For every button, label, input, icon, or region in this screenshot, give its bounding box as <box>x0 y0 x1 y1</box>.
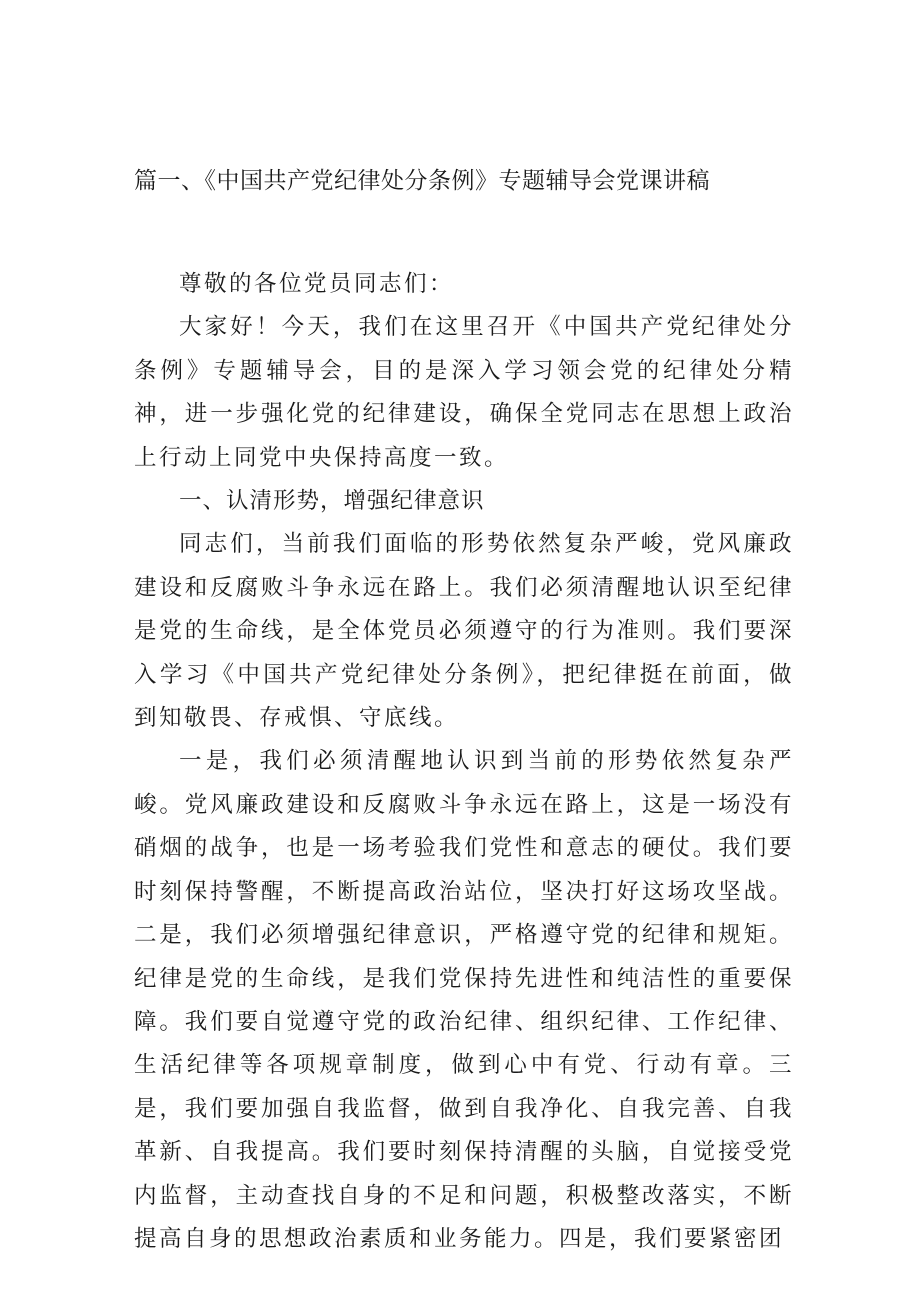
section1-paragraph-1: 同志们，当前我们面临的形势依然复杂严峻，党风廉政建设和反腐败斗争永远在路上。我们必须清醒地认识至纪律是党的生命线，是全体党员必须遵守的行为准则。我们要深入学习《中国共产党纪律处分条例》，把纪律挺在前面，做到知敬畏、存戒惧、守底线。 <box>134 531 794 732</box>
intro-paragraph: 大家好！今天，我们在这里召开《中国共产党纪律处分条例》专题辅导会，目的是深入学习领会党的纪律处分精神，进一步强化党的纪律建设，确保全党同志在思想上政治上行动上同党中央保持高度一致。 <box>134 314 794 471</box>
section1-paragraph-2: 一是，我们必须清醒地认识到当前的形势依然复杂严峻。党风廉政建设和反腐败斗争永远在路上，这是一场没有硝烟的战争，也是一场考验我们党性和意志的硬仗。我们要时刻保持警醒，不断提高政治站位，坚决打好这场攻坚战。二是，我们必须增强纪律意识，严格遵守党的纪律和规矩。纪律是党的生命线，是我们党保持先进性和纯洁性的重要保障。我们要自觉遵守党的政治纪律、组织纪律、工作纪律、生活纪律等各项规章制度，做到心中有党、行动有章。三是，我们要加强自我监督，做到自我净化、自我完善、自我革新、自我提高。我们要时刻保持清醒的头脑，自觉接受党内监督，主动查找自身的不足和问题，积极整改落实，不断提高自身的思想政治素质和业务能力。四是，我们要紧密团 <box>134 748 794 1252</box>
document-body <box>134 263 794 1261</box>
section-heading-1: 一、认清形势，增强纪律意识 <box>179 488 485 515</box>
document-title: 篇一、《中国共产党纪律处分条例》专题辅导会党课讲稿 <box>134 168 710 194</box>
salutation: 尊敬的各位党员同志们： <box>179 271 455 297</box>
